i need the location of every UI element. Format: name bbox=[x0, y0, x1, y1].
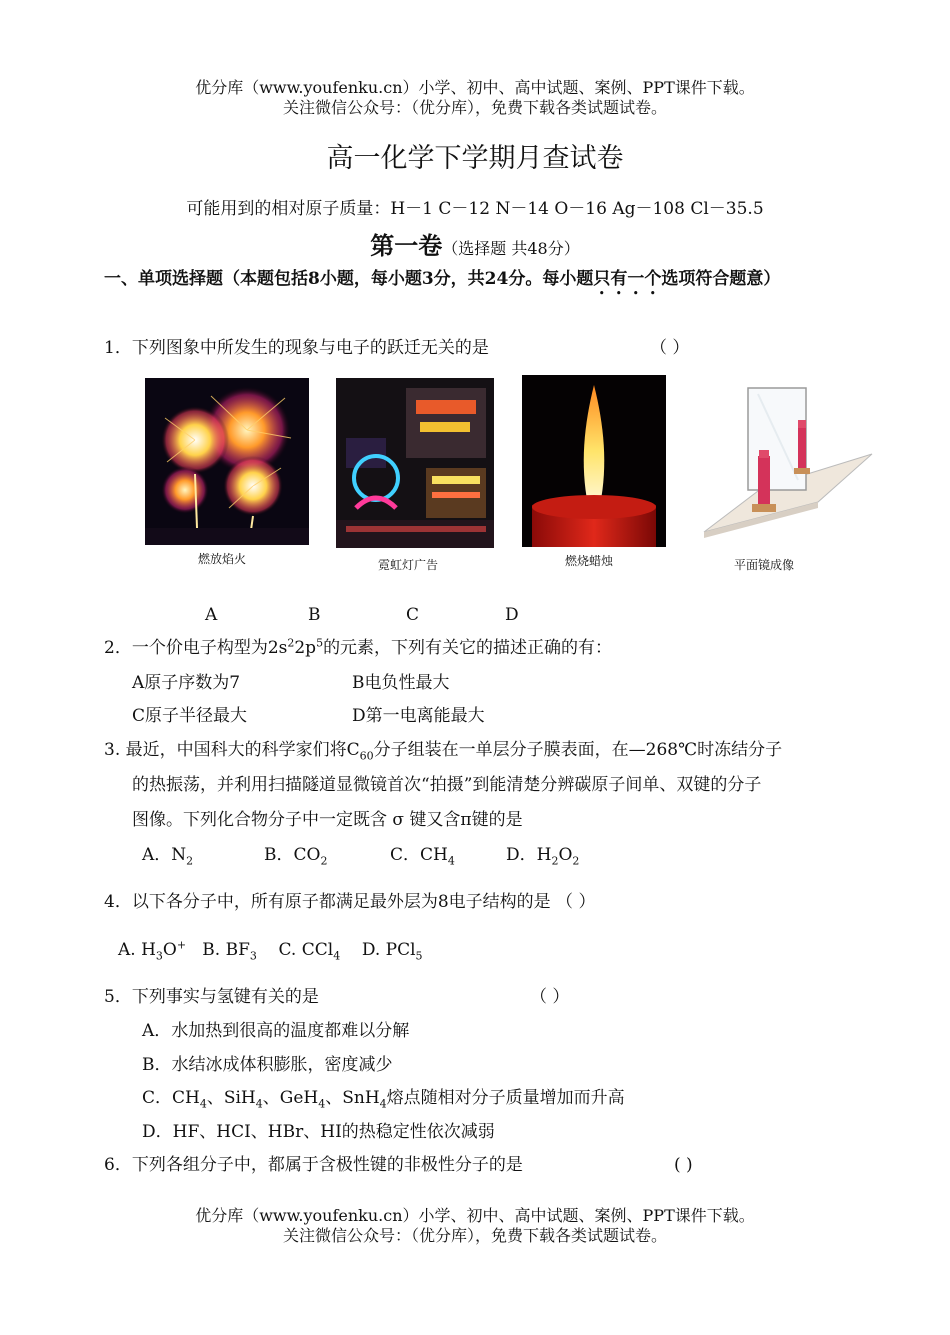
caption-d: 平面镜成像 bbox=[733, 558, 794, 572]
q2-option-b: B电负性最大 bbox=[352, 673, 450, 693]
q1-label-a: A bbox=[205, 605, 218, 625]
neon-sign-image bbox=[336, 378, 494, 548]
q3-option-c: C．$CH_4$ bbox=[390, 845, 455, 868]
q4-options: A. $H_3O^+$ B. $BF_3$ C. CCl$_4$ D. PCl$_5$ bbox=[118, 938, 423, 963]
page-title: 高一化学下学期月查试卷 bbox=[326, 143, 624, 174]
q2-option-d: D第一电离能最大 bbox=[352, 706, 485, 726]
q3-option-b: B．$CO_2$ bbox=[264, 845, 328, 868]
footer-line-1: 优分库（www.youfenku.cn）小学、初中、高中试题、案例、PPT课件下载。 bbox=[195, 1206, 755, 1225]
header-line-2: 关注微信公众号：（优分库），免费下载各类试题试卷。 bbox=[282, 98, 667, 117]
volume-note: （选择题 共48分） bbox=[442, 239, 580, 258]
volume-heading bbox=[0, 226, 950, 261]
fireworks-image bbox=[145, 378, 309, 545]
section-suffix: 选项符合题意） bbox=[661, 269, 781, 289]
q1-label-d: D bbox=[505, 605, 519, 625]
q3-option-d: D．$H_2O_2$ bbox=[506, 845, 580, 868]
q1-label-b: B bbox=[308, 605, 321, 625]
footer-line-2: 关注微信公众号：（优分库），免费下载各类试题试卷。 bbox=[282, 1226, 667, 1245]
q3-line-3: 图像。下列化合物分子中一定既含 σ 键又含π键的是 bbox=[132, 810, 523, 830]
q6-stem: 6．下列各组分子中，都属于含极性键的非极性分子的是 bbox=[104, 1155, 523, 1175]
section-emphasis: 只有一个 bbox=[593, 269, 662, 289]
q2-stem: 2．一个价电子构型为$2s^22p^5$的元素，下列有关它的描述正确的有： bbox=[104, 636, 613, 658]
q4-stem: 4．以下各分子中，所有原子都满足最外层为8电子结构的是 （ ） bbox=[104, 892, 596, 912]
section-prefix: 一、单项选择题（本题包括8小题，每小题3分，共24分。每小题 bbox=[104, 269, 594, 289]
q6-bracket: ( ) bbox=[674, 1155, 693, 1175]
q1-label-c: C bbox=[406, 605, 420, 625]
q5-stem: 5．下列事实与氢键有关的是 bbox=[104, 987, 319, 1007]
q1-bracket: （ ） bbox=[650, 338, 690, 358]
q3-line-2: 的热振荡，并利用扫描隧道显微镜首次“拍摄”到能清楚分辨碳原子间单、双键的分子 bbox=[132, 775, 762, 795]
section-heading bbox=[104, 262, 864, 299]
header-line-1: 优分库（www.youfenku.cn）小学、初中、高中试题、案例、PPT课件下载。 bbox=[195, 78, 755, 97]
q3-option-a: A．$N_2$ bbox=[142, 845, 194, 868]
q2-option-a: A原子序数为7 bbox=[132, 673, 241, 693]
caption-a: 燃放焰火 bbox=[197, 552, 246, 566]
plane-mirror-image bbox=[702, 380, 874, 538]
caption-c: 燃烧蜡烛 bbox=[564, 554, 613, 568]
q5-option-a: A．水加热到很高的温度都难以分解 bbox=[142, 1021, 410, 1041]
q2-option-c: C原子半径最大 bbox=[132, 706, 248, 726]
q5-option-c: C．$CH_4$、SiH$_4$、GeH$_4$、SnH$_4$熔点随相对分子质量增加而升高 bbox=[142, 1088, 625, 1111]
q5-option-b: B．水结冰成体积膨胀，密度减少 bbox=[142, 1055, 393, 1075]
q3-line-1: 3. 最近，中国科大的科学家们将$C_{60}$分子组装在一单层分子膜表面，在—268℃时冻结分子 bbox=[104, 740, 783, 763]
q1-stem: 1．下列图象中所发生的现象与电子的跃迁无关的是 bbox=[104, 338, 489, 358]
q5-bracket: （ ） bbox=[530, 987, 570, 1007]
q5-option-d: D．HF、HCI、HBr、HI的热稳定性依次减弱 bbox=[142, 1122, 495, 1142]
atomic-masses: 可能用到的相对原子质量：H－1 C－12 N－14 O－16 Ag－108 Cl－35.5 bbox=[186, 199, 764, 219]
volume-name: 第一卷 bbox=[370, 231, 443, 260]
caption-b: 霓虹灯广告 bbox=[377, 558, 438, 572]
candle-image bbox=[522, 375, 666, 547]
